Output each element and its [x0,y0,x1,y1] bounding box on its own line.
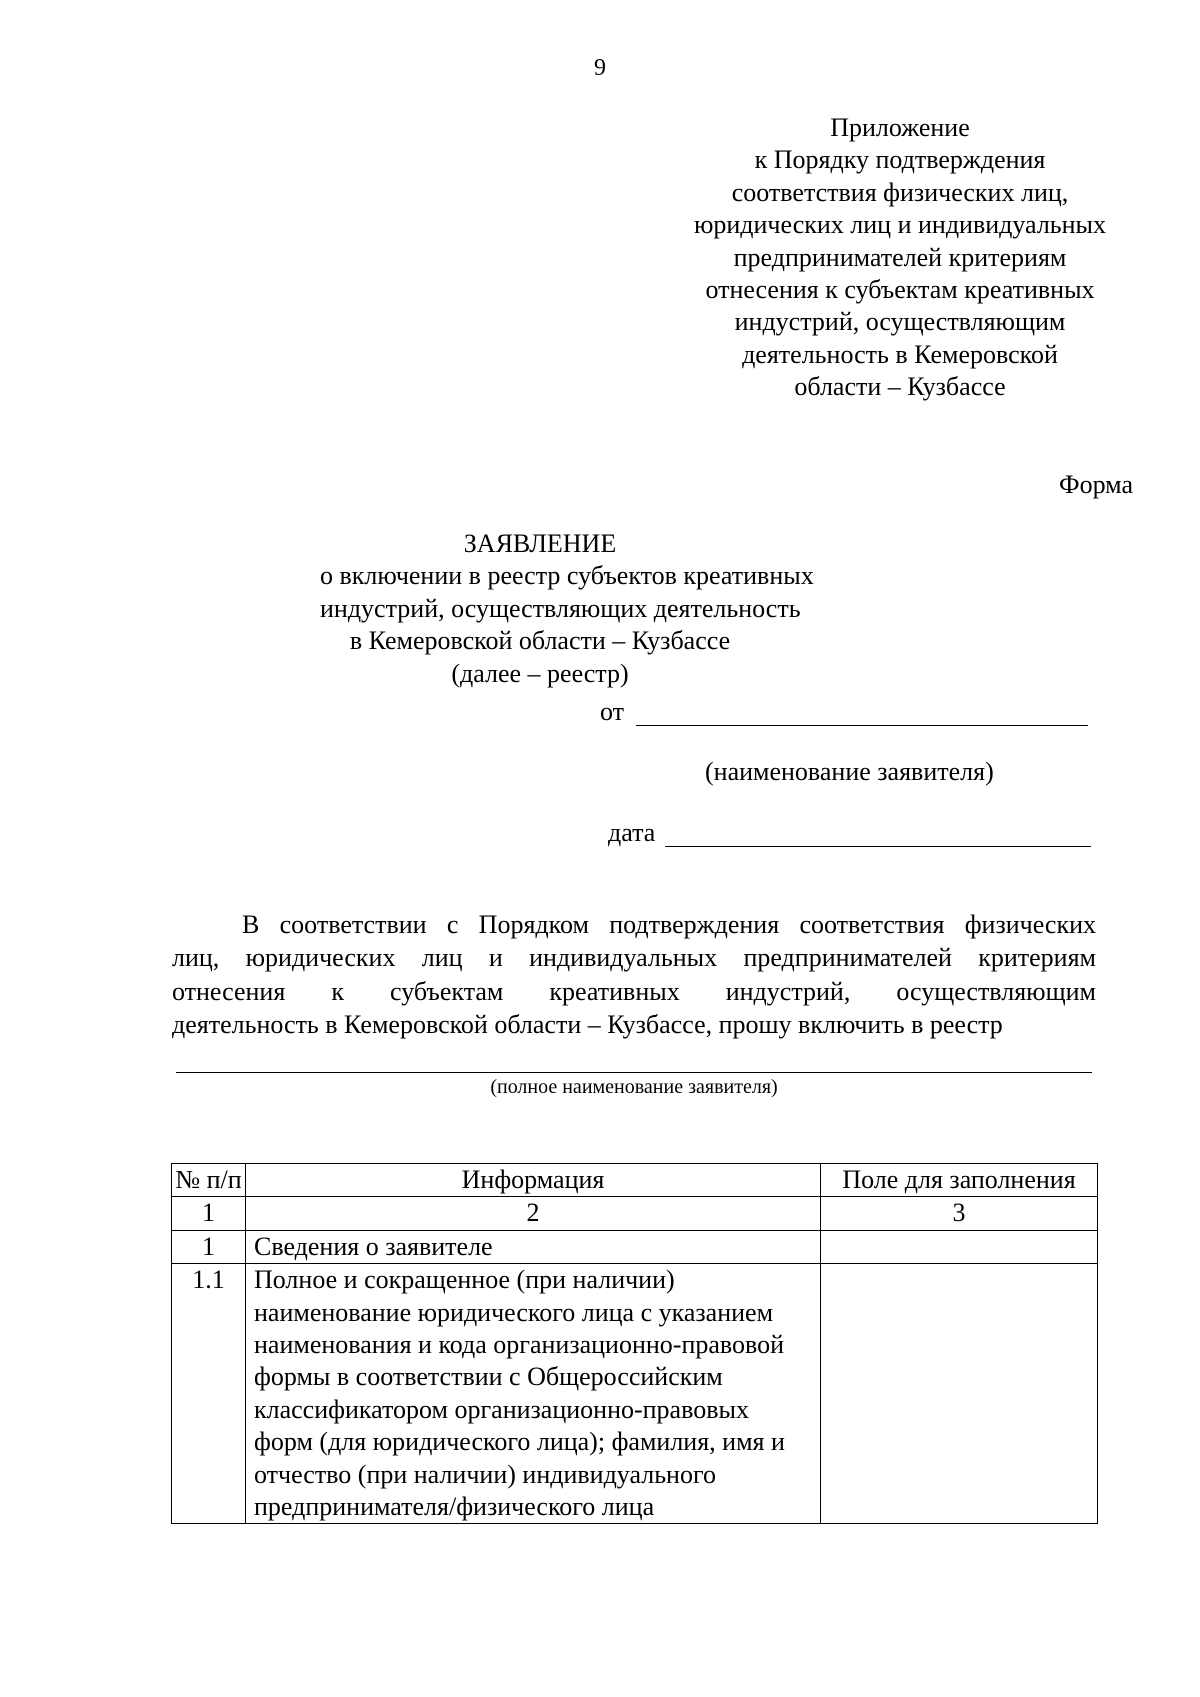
appendix-line: соответствия физических лиц, [731,177,1069,207]
paragraph-line: отнесения к субъектам креативных индустрий, осуществляющим [172,976,1096,1006]
date-label: дата [608,818,656,847]
applicant-caption: (наименование заявителя) [705,757,994,786]
appendix-line: отнесения к субъектам креативных [705,275,1095,305]
row-info: Полное и сокращенное (при наличии) наименование юридического лица с указанием наименования и кода организационно-правовой формы в соответствии с Общероссийским классификатором организационно-правовых форм (для юридического лица); фамилия, имя и отчество (при наличии) индивидуального предпринимателя/физического лица [246,1264,821,1524]
page-number: 9 [594,55,606,81]
numbering-cell: 3 [821,1197,1098,1230]
table-header-row [172,1164,1098,1197]
info-table [171,1163,1098,1524]
title-line: о включении в реестр субъектов креативных [320,561,814,591]
header-cell-field: Поле для заполнения [821,1164,1098,1197]
form-label: Форма [1059,470,1133,499]
appendix-line: деятельность в Кемеровской [742,339,1058,369]
table-row [172,1264,1098,1524]
paragraph-line: В соответствии с Порядком подтверждения соответствия физических [242,910,1096,939]
document-title [320,528,814,690]
date-line[interactable] [665,846,1091,847]
appendix-note [660,112,1140,404]
table-row [172,1230,1098,1263]
title-line: (далее – реестр) [451,658,629,688]
paragraph-line: деятельность в Кемеровской области – Кузбассе, прошу включить в реестр [172,1010,1003,1040]
applicant-name-line[interactable] [636,725,1088,726]
appendix-line: индустрий, осуществляющим [734,307,1066,337]
appendix-line: Приложение [830,113,970,142]
numbering-cell: 2 [246,1197,821,1230]
title-heading: ЗАЯВЛЕНИЕ [463,529,617,558]
from-label: от [600,697,625,726]
table-numbering-row [172,1197,1098,1230]
row-info: Сведения о заявителе [246,1230,821,1263]
full-name-line[interactable] [176,1072,1092,1073]
appendix-line: юридических лиц и индивидуальных [693,210,1107,240]
appendix-line: к Порядку подтверждения [754,145,1046,175]
row-fill-field[interactable] [821,1230,1098,1263]
paragraph-line: лиц, юридических лиц и индивидуальных предпринимателей критериям [172,943,1096,973]
title-line: индустрий, осуществляющих деятельность [320,593,801,623]
numbering-cell: 1 [172,1197,246,1230]
row-number: 1 [172,1230,246,1263]
appendix-line: области – Кузбассе [794,372,1006,402]
application-paragraph [172,908,1096,1042]
header-cell-number: № п/п [172,1164,246,1197]
title-line: в Кемеровской области – Кузбассе [349,626,731,656]
row-number: 1.1 [172,1264,246,1524]
full-name-caption: (полное наименование заявителя) [490,1076,778,1098]
appendix-line: предпринимателей критериям [733,242,1067,272]
header-cell-info: Информация [246,1164,821,1197]
row-fill-field[interactable] [821,1264,1098,1524]
